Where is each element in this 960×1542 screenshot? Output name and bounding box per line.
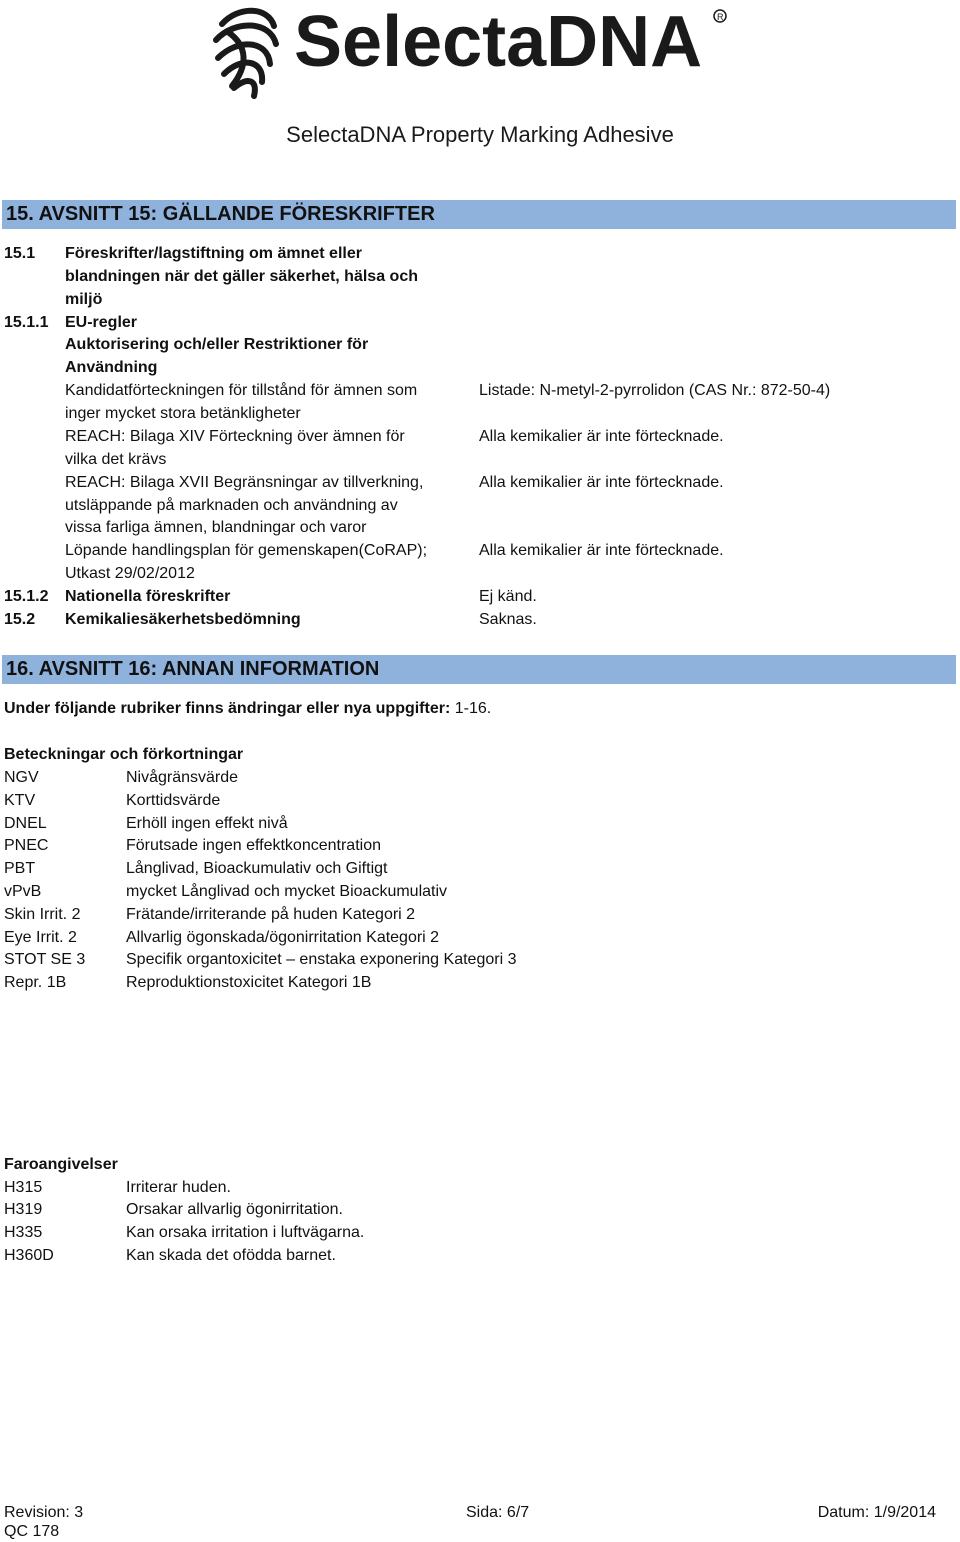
reach-annex-xiv-value: Alla kemikalier är inte förtecknade. [479, 428, 724, 445]
abbreviation-definition: Nivågränsvärde [126, 769, 239, 786]
svg-text:R: R [717, 12, 724, 22]
section-15-header: 15. AVSNITT 15: GÄLLANDE FÖRESKRIFTER [2, 200, 956, 229]
hazard-text: Irriterar huden. [126, 1179, 231, 1196]
candidate-list-label-line1: Kandidatförteckningen för tillstånd för ämnen som [65, 382, 418, 399]
authorisation-heading-line2: Användning [65, 359, 158, 376]
corap-value: Alla kemikalier är inte förtecknade. [479, 542, 724, 559]
changes-note [4, 699, 491, 719]
national-regulations-label: Nationella föreskrifter [65, 588, 231, 605]
corap-label-line2: Utkast 29/02/2012 [65, 565, 195, 582]
eu-regulations-heading: EU-regler [65, 314, 138, 331]
section-16-header: 16. AVSNITT 16: ANNAN INFORMATION [2, 655, 956, 684]
reach-annex-xvii-label-line1: REACH: Bilaga XVII Begränsningar av tillverkning, [65, 474, 424, 491]
abbreviation-code: DNEL [4, 815, 47, 832]
selectadna-logo [208, 2, 728, 102]
abbreviation-definition: Långlivad, Bioackumulativ och Giftigt [126, 860, 388, 877]
abbreviation-code: Eye Irrit. 2 [4, 929, 77, 946]
candidate-list-value: Listade: N-metyl-2-pyrrolidon (CAS Nr.: 872-50-4) [479, 382, 831, 399]
abbreviation-code: vPvB [4, 883, 42, 900]
abbreviation-definition: Förutsade ingen effektkoncentration [126, 837, 381, 854]
abbreviation-definition: mycket Långlivad och mycket Bioackumulativ [126, 883, 448, 900]
abbreviation-definition: Frätande/irriterande på huden Kategori 2 [126, 906, 416, 923]
hazard-text: Orsakar allvarlig ögonirritation. [126, 1201, 343, 1218]
footer-qc: QC 178 [4, 1523, 60, 1540]
abbreviation-code: Repr. 1B [4, 974, 67, 991]
reach-annex-xiv-label-line2: vilka det krävs [65, 451, 167, 468]
abbreviation-definition: Korttidsvärde [126, 792, 221, 809]
reach-annex-xvii-label-line3: vissa farliga ämnen, blandningar och varor [65, 519, 367, 536]
reach-annex-xvii-value: Alla kemikalier är inte förtecknade. [479, 474, 724, 491]
changes-note-label: Under följande rubriker finns ändringar eller nya uppgifter: [4, 700, 451, 717]
abbreviation-code: STOT SE 3 [4, 951, 86, 968]
corap-label-line1: Löpande handlingsplan för gemenskapen(CoRAP); [65, 542, 428, 559]
section-15-1-2-number: 15.1.2 [4, 588, 49, 605]
hazard-code: H335 [4, 1224, 43, 1241]
hazard-code: H315 [4, 1179, 43, 1196]
abbreviation-definition: Allvarlig ögonskada/ögonirritation Kategori 2 [126, 929, 440, 946]
footer-date: Datum: 1/9/2014 [817, 1504, 936, 1521]
chemical-safety-assessment-label: Kemikaliesäkerhetsbedömning [65, 611, 301, 628]
candidate-list-label-line2: inger mycket stora betänkligheter [65, 405, 301, 422]
footer-revision: Revision: 3 [4, 1504, 84, 1521]
reach-annex-xiv-label-line1: REACH: Bilaga XIV Förteckning över ämnen för [65, 428, 405, 445]
footer-page-number: Sida: 6/7 [466, 1504, 530, 1521]
abbreviation-definition: Specifik organtoxicitet – enstaka exponering Kategori 3 [126, 951, 517, 968]
hazard-code: H360D [4, 1247, 54, 1264]
abbreviation-definition: Erhöll ingen effekt nivå [126, 815, 288, 832]
national-regulations-value: Ej känd. [479, 588, 537, 605]
chemical-safety-assessment-value: Saknas. [479, 611, 537, 628]
section-15-1-title-line3: miljö [65, 291, 103, 308]
hazard-code: H319 [4, 1201, 43, 1218]
section-15-1-title-line1: Föreskrifter/lagstiftning om ämnet eller [65, 245, 362, 262]
changes-note-value: 1-16. [454, 700, 492, 717]
abbreviations-heading: Beteckningar och förkortningar [4, 746, 244, 763]
abbreviation-code: NGV [4, 769, 39, 786]
abbreviation-code: PNEC [4, 837, 49, 854]
product-title: SelectaDNA Property Marking Adhesive [286, 122, 674, 147]
abbreviation-code: PBT [4, 860, 36, 877]
hazard-statements-heading: Faroangivelser [4, 1156, 118, 1173]
abbreviation-code: KTV [4, 792, 36, 809]
hazard-text: Kan skada det ofödda barnet. [126, 1247, 336, 1264]
reach-annex-xvii-label-line2: utsläppande på marknaden och användning av [65, 497, 398, 514]
section-15-1-number: 15.1 [4, 245, 36, 262]
abbreviation-code: Skin Irrit. 2 [4, 906, 81, 923]
section-15-1-title-line2: blandningen när det gäller säkerhet, hälsa och [65, 268, 418, 285]
authorisation-heading-line1: Auktorisering och/eller Restriktioner för [65, 336, 369, 353]
hazard-text: Kan orsaka irritation i luftvägarna. [126, 1224, 365, 1241]
logo-wordmark: SelectaDNA [294, 2, 703, 82]
section-15-1-1-number: 15.1.1 [4, 314, 49, 331]
abbreviation-definition: Reproduktionstoxicitet Kategori 1B [126, 974, 372, 991]
section-15-2-number: 15.2 [4, 611, 36, 628]
